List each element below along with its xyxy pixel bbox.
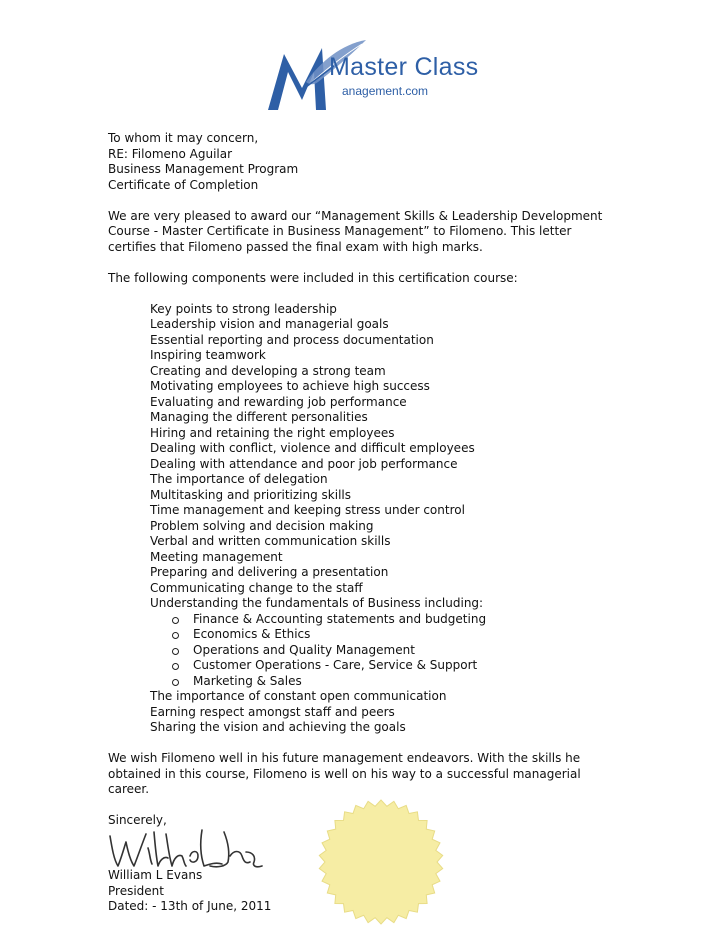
handwritten-signature bbox=[106, 826, 266, 874]
company-logo bbox=[262, 38, 479, 114]
list-item: Motivating employees to achieve high success bbox=[150, 379, 430, 393]
list-item: Dealing with conflict, violence and difficult employees bbox=[150, 441, 475, 455]
program-line: Business Management Program bbox=[108, 162, 299, 176]
list-item: The importance of constant open communication bbox=[150, 689, 447, 703]
re-line: RE: Filomeno Aguilar bbox=[108, 146, 233, 161]
signed-date: Dated: - 13th of June, 2011 bbox=[108, 899, 272, 913]
list-item: Evaluating and rewarding job performance bbox=[150, 394, 407, 409]
components-list bbox=[108, 302, 668, 736]
gold-seal bbox=[318, 796, 444, 928]
circle-bullet-icon bbox=[172, 617, 179, 624]
list-item: Problem solving and decision making bbox=[150, 518, 374, 533]
list-item: Time management and keeping stress under control bbox=[150, 503, 465, 517]
list-item: Creating and developing a strong team bbox=[150, 363, 386, 378]
sub-list-item bbox=[170, 643, 668, 659]
list-item: The importance of delegation bbox=[150, 472, 328, 486]
salutation: Sincerely, bbox=[108, 813, 167, 827]
list-item: Sharing the vision and achieving the goals bbox=[150, 720, 406, 734]
signer-name: William L Evans bbox=[108, 868, 203, 882]
greeting-line: To whom it may concern, bbox=[108, 131, 259, 145]
closing-line: obtained in this course, Filomeno is well on his way to a successful managerial bbox=[108, 766, 581, 781]
list-item: Inspiring teamwork bbox=[150, 348, 266, 362]
certificate-line: Certificate of Completion bbox=[108, 177, 259, 192]
components-intro: The following components were included in this certification course: bbox=[108, 270, 518, 285]
circle-bullet-icon bbox=[172, 648, 179, 655]
list-item: Verbal and written communication skills bbox=[150, 534, 391, 548]
list-item: Managing the different personalities bbox=[150, 410, 368, 424]
seal-icon bbox=[318, 796, 444, 928]
sub-list-item-label: Customer Operations - Care, Service & Support bbox=[193, 658, 478, 672]
list-item: Communicating change to the staff bbox=[150, 580, 363, 595]
circle-bullet-icon bbox=[172, 632, 179, 639]
sub-list-item-label: Marketing & Sales bbox=[193, 673, 302, 688]
signer-title: President bbox=[108, 883, 164, 898]
sub-list-item-label: Finance & Accounting statements and budgeting bbox=[193, 611, 487, 626]
sub-list-item-label: Economics & Ethics bbox=[193, 627, 311, 641]
intro-line: We are very pleased to award our “Management Skills & Leadership Development bbox=[108, 208, 603, 223]
list-item: Earning respect amongst staff and peers bbox=[150, 704, 395, 719]
list-item: Hiring and retaining the right employees bbox=[150, 425, 395, 440]
sub-list-item bbox=[170, 658, 668, 674]
letter-header bbox=[108, 131, 668, 193]
seal-starburst bbox=[319, 800, 442, 924]
circle-bullet-icon bbox=[172, 663, 179, 670]
circle-bullet-icon bbox=[172, 679, 179, 686]
closing-line: We wish Filomeno well in his future management endeavors. With the skills he bbox=[108, 751, 581, 765]
signer-block bbox=[108, 868, 271, 915]
sub-list-item bbox=[170, 627, 668, 643]
intro-line: Course - Master Certificate in Business Management” to Filomeno. This letter bbox=[108, 224, 572, 238]
letter-body bbox=[108, 131, 668, 829]
list-item: Key points to strong leadership bbox=[150, 301, 337, 316]
list-item: Leadership vision and managerial goals bbox=[150, 317, 389, 331]
sub-list-item bbox=[170, 612, 668, 628]
sub-list-item-label: Operations and Quality Management bbox=[193, 642, 415, 657]
list-item: Essential reporting and process documentation bbox=[150, 332, 434, 347]
closing-line: career. bbox=[108, 782, 150, 796]
signature-icon bbox=[106, 826, 266, 874]
list-item: Preparing and delivering a presentation bbox=[150, 565, 389, 579]
sub-list-item bbox=[170, 674, 668, 690]
business-subitems bbox=[150, 612, 668, 690]
closing-paragraph bbox=[108, 751, 668, 798]
business-sublist bbox=[150, 612, 668, 690]
list-item: Meeting management bbox=[150, 549, 283, 564]
list-item: Multitasking and prioritizing skills bbox=[150, 487, 352, 502]
logo-name: Master Class bbox=[329, 53, 479, 81]
list-item: Dealing with attendance and poor job performance bbox=[150, 456, 458, 471]
intro-line: certifies that Filomeno passed the final exam with high marks. bbox=[108, 239, 483, 254]
list-item: Understanding the fundamentals of Business including: bbox=[150, 596, 484, 610]
intro-paragraph bbox=[108, 209, 668, 256]
logo-domain: anagement.com bbox=[342, 84, 429, 98]
